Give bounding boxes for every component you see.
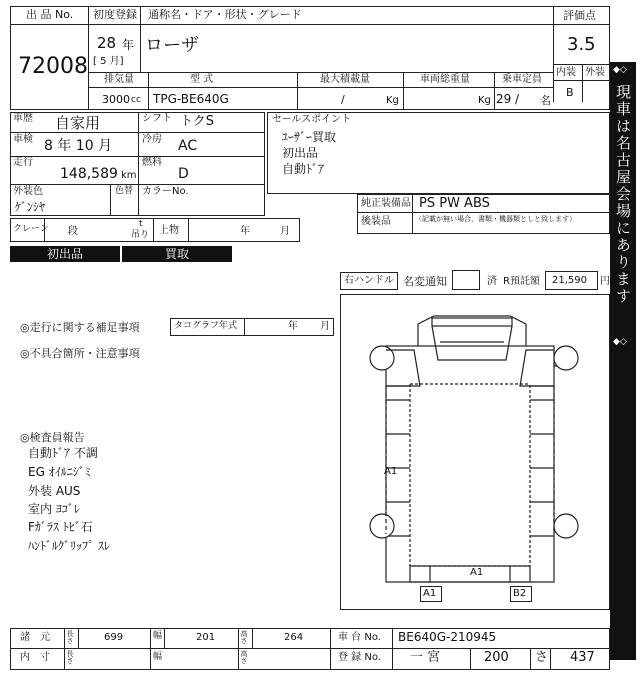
first-reg-label: 初度登録 [93, 8, 137, 21]
footer-block [10, 628, 610, 670]
exterior-label: 外装 [585, 67, 605, 78]
cooler-value: AC [178, 138, 198, 154]
length-label: 長さ [66, 630, 74, 644]
sales-point-2: 初出品 [282, 146, 319, 160]
fuel-value: D [178, 166, 189, 182]
color-label: 外装色 [13, 186, 43, 197]
defects-label: ◎不具合箇所・注意事項 [20, 347, 140, 360]
capacity-value: 29 [496, 92, 512, 106]
aftermarket-label: 後装品 [361, 216, 391, 227]
genuine-value: PS PW ABS [419, 196, 490, 211]
tacho-month: 月 [320, 321, 330, 332]
lot-label: 出 品 No. [26, 8, 74, 21]
inner-length-label: 長さ [66, 650, 74, 664]
displacement-value: 3000 [102, 93, 130, 106]
shift-label: シフト [142, 113, 172, 124]
max-load-value: / [341, 93, 345, 106]
mileage-label: 走行 [13, 157, 33, 168]
plate-number: 437 [570, 650, 595, 665]
gross-weight-label: 車両総重量 [420, 74, 470, 85]
inspector-item-3: 外装 AUS [28, 484, 81, 498]
driving-notes-label: ◎走行に関する補足事項 [20, 321, 140, 334]
inspector-item-2: EG ｵｲﾙﾆｼﾞﾐ [28, 465, 91, 479]
car-name: ローザ [145, 35, 199, 56]
inspection-value: 8 年 10 月 [44, 138, 113, 154]
inner-height-label: 高さ [240, 650, 248, 664]
model-label: 型 式 [190, 74, 214, 85]
score-label: 評価点 [563, 9, 596, 22]
first-listing-tag: 初出品 [10, 246, 120, 262]
upper-month: 月 [280, 226, 290, 237]
inspector-label: ◎検査員報告 [20, 431, 85, 444]
inspector-item-6: ﾊﾝﾄﾞﾙｸﾞﾘｯﾌﾟ ｽﾚ [28, 539, 110, 553]
chassis-value: BE640G-210945 [398, 630, 497, 644]
tacho-year: 年 [288, 321, 298, 332]
width-value: 201 [196, 632, 216, 643]
reg-month: [ 5 月] [93, 56, 124, 67]
reg-year: 28 [97, 34, 117, 52]
inspector-item-5: Fｶﾞﾗｽ ﾄﾋﾞ石 [28, 520, 93, 534]
inner-width-label: 幅 [153, 652, 163, 662]
interior-grade: B [566, 86, 574, 99]
dims-label: 諸 元 [20, 632, 50, 643]
color-code-label: カラーNo. [142, 186, 189, 197]
inspection-label: 車検 [13, 134, 33, 145]
plate-kana: さ [535, 650, 549, 665]
crane-row [10, 218, 300, 242]
name-change-label: 名変通知 [403, 275, 447, 288]
max-load-label: 最大積載量 [320, 74, 370, 85]
car-name-label: 通称名・ドア・形状・グレード [148, 8, 302, 21]
location-banner [610, 62, 636, 660]
recycle-yen: 円 [600, 276, 610, 287]
recycle-deposit-value: 21,590 [552, 275, 587, 286]
reg-year-unit: 年 [122, 38, 135, 52]
banner-diamond-bottom: ◆◇ [613, 337, 627, 347]
banner-diamond-top: ◆◇ [613, 65, 627, 75]
capacity-unit: 名 [540, 94, 551, 107]
tachograph-label: タコグラフ年式 [174, 321, 238, 331]
handle-label: 右ハンドル [344, 275, 394, 286]
interior-label: 内装 [556, 67, 576, 78]
displacement-label: 排気量 [104, 74, 134, 85]
model-value: TPG-BE640G [153, 92, 229, 106]
mark-side-a1: A1 [384, 466, 398, 477]
chassis-label: 車 台 No. [338, 632, 381, 643]
width-label: 幅 [153, 631, 163, 641]
sales-point-label: セールスポイント [272, 114, 352, 125]
length-value: 699 [104, 632, 124, 643]
max-load-unit: Kg [386, 95, 399, 106]
score-value: 3.5 [567, 34, 596, 55]
lot-number: 72008 [18, 54, 88, 79]
inner-dims-label: 内 寸 [20, 652, 50, 663]
displacement-unit: cc [131, 95, 141, 105]
cooler-label: 冷房 [142, 134, 162, 145]
aftermarket-note: （記載が無い場合、書類・機器類としと致します） [415, 215, 576, 223]
capacity-label: 乗車定員 [502, 74, 542, 85]
crane-step: 段 [68, 226, 78, 237]
mileage-value: 148,589 [60, 166, 118, 182]
mark-rear-a1: A1 [470, 567, 484, 578]
history-value: 自家用 [55, 114, 101, 132]
plate-label: 登 録 No. [338, 652, 381, 663]
height-value: 264 [284, 632, 304, 643]
vehicle-diagram [340, 294, 610, 610]
gross-weight-unit: Kg [478, 95, 491, 106]
name-change-box [452, 270, 480, 290]
crane-ton: t [139, 219, 143, 229]
recycle-deposit-label: R預託額 [503, 276, 540, 287]
mark-box-right-label: B2 [513, 588, 527, 599]
plate-class: 200 [484, 650, 509, 665]
recycle-label: 済 [487, 276, 497, 287]
upper-label: 上物 [159, 225, 179, 236]
crane-label: クレーン [13, 224, 49, 234]
mileage-unit: km [121, 170, 137, 181]
inspector-item-1: 自動ﾄﾞｱ 不調 [28, 446, 98, 460]
shift-value: トクS [180, 114, 214, 129]
height-label: 高さ [240, 630, 248, 644]
plate-region: 一 宮 [410, 650, 441, 665]
banner-text: 現車は名古屋会場にあります [614, 84, 632, 305]
purchase-tag: 買取 [122, 246, 232, 262]
history-label: 車歴 [13, 113, 33, 124]
upper-year: 年 [240, 226, 250, 237]
fuel-label: 燃料 [142, 157, 162, 168]
crane-hang: 吊り [131, 230, 150, 240]
mark-box-left-label: A1 [423, 588, 437, 599]
color-change-label: 色替 [115, 186, 134, 196]
genuine-label: 純正装備品 [361, 198, 411, 209]
color-value: ｹﾞﾝｼﾔ [15, 200, 46, 214]
capacity-slash: / [515, 92, 520, 106]
inspector-item-4: 室内 ﾖｺﾞﾚ [28, 502, 80, 516]
sales-point-3: 自動ﾄﾞｱ [282, 162, 325, 176]
sales-point-1: ﾕｰｻﾞｰ買取 [282, 130, 337, 144]
